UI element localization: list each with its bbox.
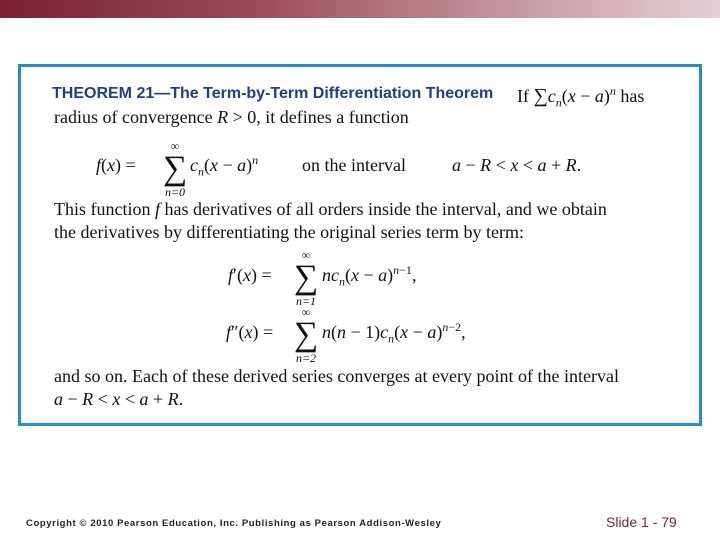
- fprime-term: $nc_n(x - a)^{n-1}$,: [322, 263, 417, 289]
- sum-bottom-2: n=2: [295, 351, 317, 365]
- radius-text: radius of convergence: [54, 107, 213, 127]
- fprime-lhs: f′(x) =: [228, 265, 272, 285]
- sum-2: ∞ ∑ n=2: [294, 305, 319, 365]
- top-gradient-bar: [0, 0, 720, 18]
- sum-top-1: ∞: [301, 248, 311, 262]
- para-line-2: the derivatives by differentiating the original series term by term:: [54, 222, 525, 242]
- para1-text: This function: [54, 199, 151, 219]
- theorem-heading: THEOREM 21—The Term-by-Term Differentiation Theorem: [52, 85, 494, 102]
- fdoubleprime-lhs: f″(x) =: [226, 322, 274, 342]
- interval-expr: a − R < x < a + R.: [452, 155, 582, 175]
- fx-lhs: f(x) =: [96, 155, 136, 175]
- slide-number: Slide 1 - 79: [606, 514, 677, 530]
- para-line-3: and so on. Each of these derived series converges at every point of the interval: [54, 366, 619, 386]
- sum-bottom-0: n=0: [164, 185, 186, 199]
- sum-0: ∞ ∑ n=0: [163, 139, 188, 199]
- sum-top-2: ∞: [301, 305, 311, 319]
- sum-top-0: ∞: [170, 139, 180, 153]
- has-text: has: [620, 86, 645, 106]
- para-line-1: This function f has derivatives of all orders inside the interval, and we obtain: [54, 199, 607, 219]
- defines-text: , it defines a function: [256, 107, 409, 127]
- closing-interval: a − R < x < a + R.: [54, 389, 184, 409]
- sum-bottom-1: n=1: [295, 294, 317, 308]
- on-interval-text: on the interval: [302, 155, 406, 175]
- copyright-footer: Copyright © 2010 Pearson Education, Inc. Publishing as Pearson Addison-Wesley: [26, 518, 442, 529]
- fdoubleprime-term: $n(n - 1)c_n(x - a)^{n-2}$,: [322, 320, 466, 346]
- fx-term: $c_n(x - a)^n$: [190, 153, 259, 179]
- if-text: If: [517, 86, 529, 106]
- para1b-text: has derivatives of all orders inside the interval, and we obtain: [164, 199, 607, 219]
- if-clause: If $\sum c_n(x - a)^n$ has: [517, 84, 645, 110]
- radius-line: radius of convergence R > 0, it defines a function: [54, 107, 409, 127]
- sum-1: ∞ ∑ n=1: [294, 248, 319, 308]
